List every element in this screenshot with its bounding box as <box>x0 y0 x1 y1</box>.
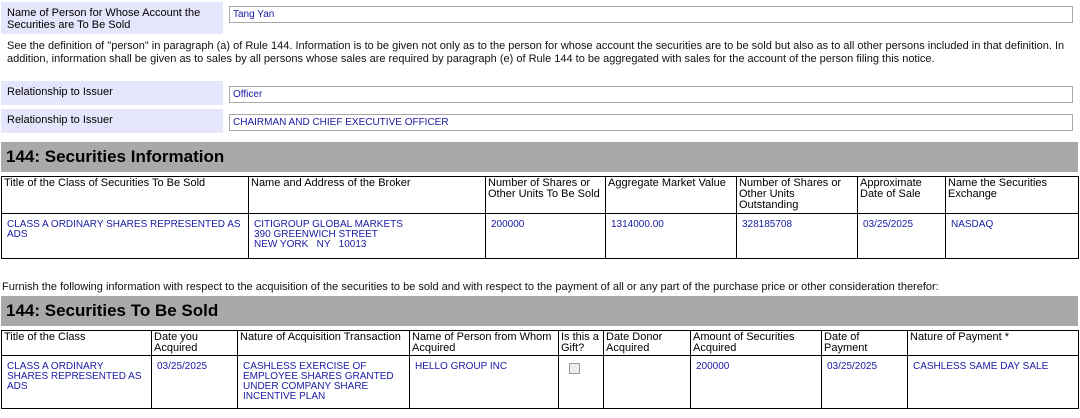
column-header: Aggregate Market Value <box>606 177 737 214</box>
table-row <box>2 214 1079 259</box>
broker-city: NEW YORK NY 10013 <box>254 239 367 250</box>
column-header: Amount of Securities Acquired <box>691 331 822 356</box>
market-value-cell: 1314000.00 <box>606 214 737 259</box>
gift-cell <box>559 356 604 409</box>
column-header: Is this a Gift? <box>559 331 604 356</box>
exchange-cell: NASDAQ <box>946 214 1079 259</box>
donor-date-cell <box>604 356 691 409</box>
column-header: Date of Payment <box>822 331 908 356</box>
column-header: Title of the Class <box>2 331 152 356</box>
person-name-field[interactable]: Tang Yan <box>229 6 1073 23</box>
date-acquired-cell: 03/25/2025 <box>152 356 238 409</box>
amount-acquired-cell: 200000 <box>691 356 822 409</box>
broker-name: CITIGROUP GLOBAL MARKETS <box>254 219 403 230</box>
column-header: Number of Shares or Other Units Outstanding <box>737 177 858 214</box>
acquisition-nature-cell: CASHLESS EXERCISE OF EMPLOYEE SHARES GRANTED UNDER COMPANY SHARE INCENTIVE PLAN <box>238 356 410 409</box>
securities-information-heading: 144: Securities Information <box>1 142 1078 172</box>
person-definition-note: See the definition of "person" in paragraph (a) of Rule 144. Information is to be given not only as to the person for whose account the securities are to be sold but also as to all other persons included in that definition. In addition, information shall be given as to sales by all persons whose sales are required by paragraph (e) of Rule 144 to be aggregated with sales for the account of the person filing this notice. <box>7 40 1065 65</box>
relationship-field-1[interactable]: Officer <box>229 86 1073 103</box>
sold-class-cell: CLASS A ORDINARY SHARES REPRESENTED AS ADS <box>2 356 152 409</box>
payment-nature-cell: CASHLESS SAME DAY SALE <box>908 356 1079 409</box>
shares-to-sell-cell: 200000 <box>486 214 606 259</box>
column-header: Name and Address of the Broker <box>249 177 486 214</box>
column-header: Nature of Payment * <box>908 331 1079 356</box>
table-header-row <box>2 331 1079 356</box>
person-name-label: Name of Person for Whose Account the Securities are To Be Sold <box>1 2 223 34</box>
broker-street: 390 GREENWICH STREET <box>254 229 378 240</box>
securities-information-table <box>1 176 1079 259</box>
column-header: Date you Acquired <box>152 331 238 356</box>
column-header: Number of Shares or Other Units To Be Sold <box>486 177 606 214</box>
relationship-label-2: Relationship to Issuer <box>1 109 223 133</box>
securities-to-be-sold-table <box>1 330 1079 409</box>
securities-class-cell: CLASS A ORDINARY SHARES REPRESENTED AS ADS <box>2 214 249 259</box>
column-header: Title of the Class of Securities To Be Sold <box>2 177 249 214</box>
payment-date-cell: 03/25/2025 <box>822 356 908 409</box>
column-header: Approximate Date of Sale <box>858 177 946 214</box>
gift-checkbox[interactable] <box>569 363 580 374</box>
column-header: Name of Person from Whom Acquired <box>410 331 559 356</box>
sale-date-cell: 03/25/2025 <box>858 214 946 259</box>
broker-cell <box>249 214 486 259</box>
table-row <box>2 356 1079 409</box>
table-header-row <box>2 177 1079 214</box>
column-header: Name the Securities Exchange <box>946 177 1079 214</box>
relationship-field-2[interactable]: CHAIRMAN AND CHIEF EXECUTIVE OFFICER <box>229 114 1073 131</box>
relationship-label-1: Relationship to Issuer <box>1 81 223 105</box>
shares-outstanding-cell: 328185708 <box>737 214 858 259</box>
column-header: Nature of Acquisition Transaction <box>238 331 410 356</box>
acquired-from-cell: HELLO GROUP INC <box>410 356 559 409</box>
securities-to-be-sold-heading: 144: Securities To Be Sold <box>1 296 1078 326</box>
column-header: Date Donor Acquired <box>604 331 691 356</box>
acquisition-instructions: Furnish the following information with respect to the acquisition of the securities to be sold and with respect to the payment of all or any part of the purchase price or other consideration therefor: <box>2 281 939 293</box>
